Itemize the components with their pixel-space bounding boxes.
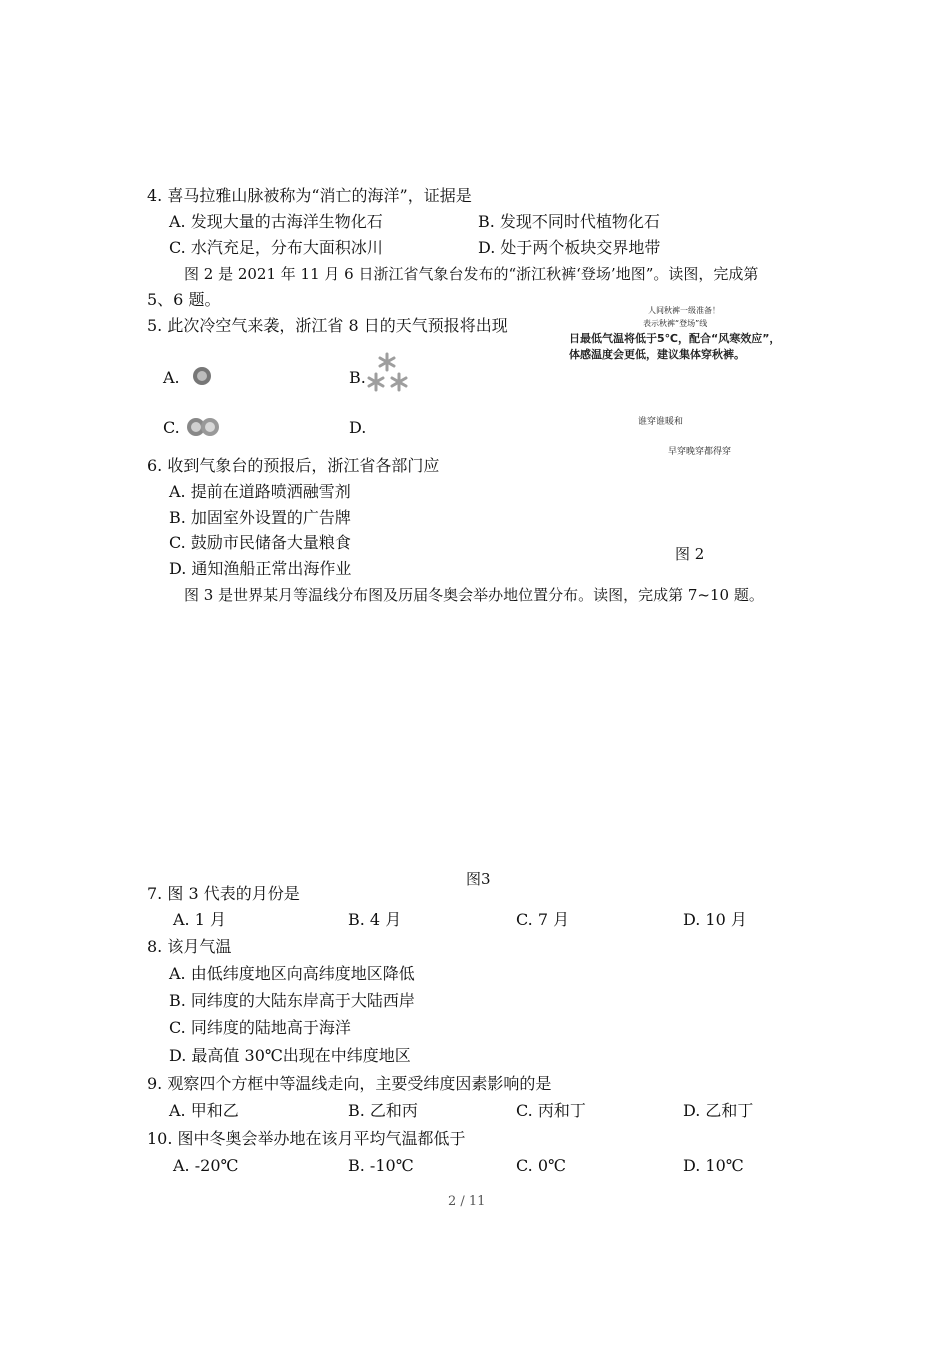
intro-fig2-line1: 图 2 是 2021 年 11 月 6 日浙江省气象台发布的“浙江秋裤‘登场’地图”。读图，完成第 (184, 265, 759, 283)
fig2-desc1: 日最低气温将低于5℃，配合“风寒效应”， (569, 332, 781, 345)
q6-option-a: A. 提前在道路喷洒融雪剂 (169, 482, 351, 501)
q6-option-d: D. 通知渔船正常出海作业 (169, 559, 352, 578)
q7-option-c: C. 7 月 (516, 910, 570, 929)
q10-stem: 10. 图中冬奥会举办地在该月平均气温都低于 (147, 1129, 466, 1148)
fig2-label2: 早穿晚穿都得穿 (668, 447, 732, 457)
fig2-label1: 谁穿谁暖和 (638, 417, 684, 427)
q5-option-a: A. (163, 368, 180, 387)
q4-stem: 4. 喜马拉雅山脉被称为“消亡的海洋”，证据是 (147, 186, 472, 205)
q9-option-d: D. 乙和丁 (683, 1101, 754, 1120)
q8-option-a: A. 由低纬度地区向高纬度地区降低 (169, 964, 415, 983)
fig2-desc2: 体感温度会更低，建议集体穿秋裤。 (569, 348, 745, 361)
q4-option-d: D. 处于两个板块交界地带 (478, 238, 661, 257)
q9-option-a: A. 甲和乙 (169, 1101, 239, 1120)
q4-option-b: B. 发现不同时代植物化石 (478, 212, 660, 231)
q7-option-a: A. 1 月 (173, 910, 226, 929)
q8-stem: 8. 该月气温 (147, 937, 232, 956)
snow-icon (366, 352, 412, 394)
q10-option-b: B. -10℃ (348, 1156, 414, 1175)
fig2-title1: 人间秋裤一级准备！ (648, 306, 720, 315)
overcast-icon (192, 366, 214, 388)
q6-option-c: C. 鼓励市民储备大量粮食 (169, 533, 351, 552)
q5-option-b: B. (349, 368, 366, 387)
q6-option-b: B. 加固室外设置的广告牌 (169, 508, 351, 527)
q7-stem: 7. 图 3 代表的月份是 (147, 884, 300, 903)
q10-option-d: D. 10℃ (683, 1156, 744, 1175)
intro-fig3: 图 3 是世界某月等温线分布图及历届冬奥会举办地位置分布。读图，完成第 7~10 题。 (184, 586, 764, 604)
q8-option-c: C. 同纬度的陆地高于海洋 (169, 1018, 351, 1037)
fig2-caption: 图 2 (675, 545, 705, 563)
q9-option-b: B. 乙和丙 (348, 1101, 418, 1120)
intro-fig2-line2: 5、6 题。 (147, 290, 221, 309)
q4-option-a: A. 发现大量的古海洋生物化石 (169, 212, 383, 231)
q7-option-d: D. 10 月 (683, 910, 747, 929)
q5-option-c: C. (163, 418, 180, 437)
q8-option-d: D. 最高值 30℃出现在中纬度地区 (169, 1046, 411, 1065)
q10-option-a: A. -20℃ (173, 1156, 239, 1175)
q7-option-b: B. 4 月 (348, 910, 402, 929)
page-number: 2 / 11 (448, 1194, 486, 1209)
fig3-caption: 图3 (466, 870, 491, 888)
q6-stem: 6. 收到气象台的预报后，浙江省各部门应 (147, 456, 440, 475)
cloudy-icon (186, 416, 222, 438)
fig2-title2: 表示秋裤“登场”线 (643, 319, 708, 328)
q5-stem: 5. 此次冷空气来袭，浙江省 8 日的天气预报将出现 (147, 316, 508, 335)
q4-option-c: C. 水汽充足，分布大面积冰川 (169, 238, 383, 257)
q8-option-b: B. 同纬度的大陆东岸高于大陆西岸 (169, 991, 415, 1010)
q10-option-c: C. 0℃ (516, 1156, 566, 1175)
q9-option-c: C. 丙和丁 (516, 1101, 586, 1120)
q9-stem: 9. 观察四个方框中等温线走向，主要受纬度因素影响的是 (147, 1074, 552, 1093)
q5-option-d: D. (349, 418, 367, 437)
